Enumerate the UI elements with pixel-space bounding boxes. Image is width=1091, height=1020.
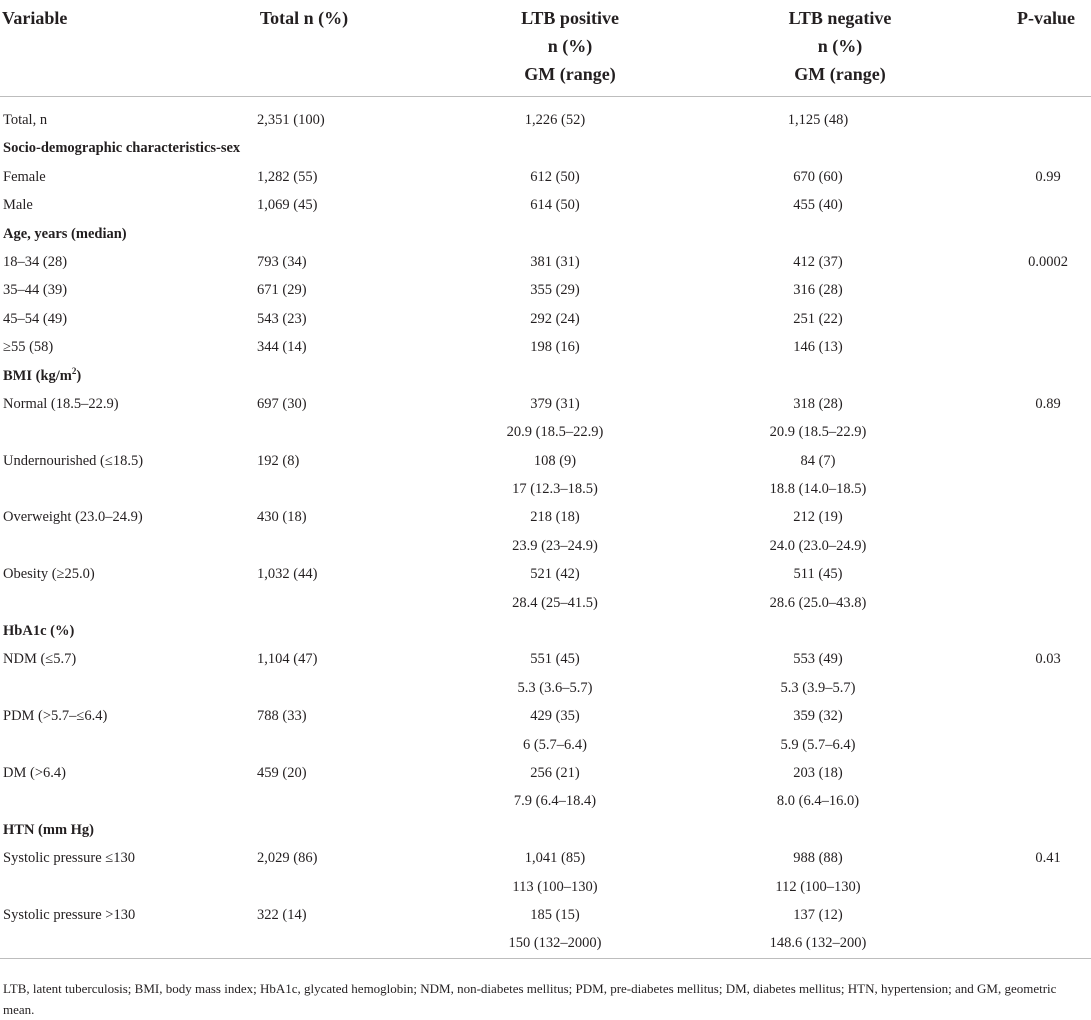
table-row <box>0 503 1091 531</box>
cell-ltb-negative: 203 (18) <box>793 764 843 781</box>
cell-ltb-negative: 359 (32) <box>793 708 843 725</box>
cell-ltb-negative: 137 (12) <box>793 906 843 923</box>
cell-ltb-positive: 185 (15) <box>530 906 580 923</box>
header-ltb-positive <box>460 4 680 88</box>
cell-ltb-negative: 318 (28) <box>793 395 843 412</box>
table-row <box>0 276 1091 304</box>
cell-variable: Overweight (23.0–24.9) <box>3 509 143 526</box>
cell-variable: NDM (≤5.7) <box>3 651 77 668</box>
cell-variable: Systolic pressure ≤130 <box>3 850 136 867</box>
table-row <box>0 333 1091 361</box>
cell-variable: Male <box>3 197 33 214</box>
header-ltb-negative <box>730 4 950 88</box>
cell-variable: Systolic pressure >130 <box>3 906 136 923</box>
cell-ltb-positive: 551 (45) <box>530 651 580 668</box>
cell-ltb-positive: 113 (100–130) <box>512 878 598 895</box>
cell-ltb-negative: 316 (28) <box>793 282 843 299</box>
cell-p-value: 0.99 <box>1035 168 1061 185</box>
table-row <box>0 390 1091 418</box>
cell-total: 1,069 (45) <box>257 197 318 214</box>
table-row <box>0 305 1091 333</box>
cell-ltb-negative: 1,125 (48) <box>787 112 849 128</box>
cell-total: 1,282 (55) <box>257 168 318 185</box>
cell-total: 1,032 (44) <box>257 566 318 583</box>
table-row <box>0 475 1091 503</box>
header-ltb-negative-line: GM (range) <box>794 64 886 84</box>
section-label-text: Socio-demographic characteristics-sex <box>3 140 241 157</box>
cell-ltb-negative: 412 (37) <box>793 253 843 270</box>
cell-p-value: 0.0002 <box>1028 253 1068 270</box>
cell-variable: 35–44 (39) <box>3 282 68 299</box>
header-ltb-positive-line: n (%) <box>547 36 593 56</box>
cell-ltb-negative: 212 (19) <box>793 509 843 526</box>
cell-p-value: 0.89 <box>1035 395 1061 412</box>
table-row <box>0 163 1091 191</box>
cell-variable: 18–34 (28) <box>3 253 68 270</box>
table-row <box>0 645 1091 673</box>
cell-ltb-negative: 670 (60) <box>793 168 843 185</box>
section-label <box>3 362 81 390</box>
table-row <box>0 844 1091 872</box>
section-label-superscript: 2 <box>71 365 77 376</box>
section-header-row <box>0 220 1091 248</box>
cell-variable: PDM (>5.7–≤6.4) <box>3 708 108 725</box>
cell-ltb-positive: 150 (132–2000) <box>508 935 602 952</box>
table-row <box>0 901 1091 929</box>
header-ltb-negative-line: LTB negative <box>788 8 892 28</box>
cell-ltb-negative: 5.3 (3.9–5.7) <box>780 679 856 696</box>
cell-ltb-negative: 84 (7) <box>800 452 836 469</box>
header-p-value: P-value <box>1017 8 1075 28</box>
table-row <box>0 702 1091 730</box>
table-row <box>0 731 1091 759</box>
cell-ltb-negative: 112 (100–130) <box>775 878 861 895</box>
section-label <box>3 617 74 645</box>
table-row <box>0 759 1091 787</box>
table-row <box>0 418 1091 446</box>
cell-total: 543 (23) <box>257 310 307 327</box>
cell-ltb-positive: 198 (16) <box>530 339 580 356</box>
section-label <box>3 816 94 844</box>
cell-ltb-positive: 292 (24) <box>530 310 580 327</box>
section-header-row <box>0 816 1091 844</box>
table-row <box>0 589 1091 617</box>
cell-ltb-negative: 251 (22) <box>793 310 843 327</box>
header-variable: Variable <box>2 8 68 28</box>
section-label-text: Age, years (median) <box>3 225 127 242</box>
cell-ltb-positive: 381 (31) <box>530 253 580 270</box>
table-row <box>0 674 1091 702</box>
cell-ltb-positive: 108 (9) <box>533 452 577 469</box>
table-row <box>0 873 1091 901</box>
cell-ltb-negative: 455 (40) <box>793 197 843 214</box>
cell-ltb-negative: 28.6 (25.0–43.8) <box>769 594 867 611</box>
cell-total: 2,029 (86) <box>257 850 318 867</box>
cell-total: 697 (30) <box>257 395 307 412</box>
cell-ltb-positive: 614 (50) <box>530 197 580 214</box>
cell-ltb-positive: 218 (18) <box>530 509 580 526</box>
cell-total: 671 (29) <box>257 282 307 299</box>
cell-ltb-positive: 355 (29) <box>530 282 580 299</box>
cell-ltb-negative: 511 (45) <box>793 566 843 583</box>
cell-variable: ≥55 (58) <box>3 339 54 356</box>
section-label-text: HbA1c (%) <box>3 623 75 640</box>
section-header-row <box>0 362 1091 390</box>
cell-ltb-positive: 6 (5.7–6.4) <box>522 736 588 753</box>
cell-ltb-positive: 379 (31) <box>530 395 580 412</box>
table-row <box>0 560 1091 588</box>
cell-ltb-negative: 24.0 (23.0–24.9) <box>769 537 867 554</box>
header-ltb-positive-line: GM (range) <box>524 64 616 84</box>
section-label-suffix: ) <box>76 367 82 384</box>
cell-p-value: 0.03 <box>1035 651 1061 668</box>
cell-variable: Normal (18.5–22.9) <box>3 395 119 412</box>
section-header-row <box>0 617 1091 645</box>
cell-total: 192 (8) <box>257 452 300 469</box>
table-row <box>0 106 1091 134</box>
cell-ltb-negative: 146 (13) <box>793 339 843 356</box>
header-total: Total n (%) <box>259 8 349 28</box>
cell-total: 2,351 (100) <box>257 112 325 128</box>
cell-ltb-negative: 5.9 (5.7–6.4) <box>780 736 856 753</box>
cell-ltb-positive: 28.4 (25–41.5) <box>512 594 598 611</box>
cell-total: 322 (14) <box>257 906 307 923</box>
table-row <box>0 929 1091 958</box>
cell-ltb-negative: 20.9 (18.5–22.9) <box>769 424 867 441</box>
cell-total: 793 (34) <box>257 253 307 270</box>
cell-ltb-negative: 553 (49) <box>793 651 843 668</box>
cell-variable: Obesity (≥25.0) <box>3 566 95 583</box>
cell-variable: DM (>6.4) <box>3 764 66 781</box>
header-ltb-positive-line: LTB positive <box>521 8 619 28</box>
cell-ltb-positive: 256 (21) <box>530 764 580 781</box>
section-label <box>3 220 127 248</box>
cell-ltb-positive: 17 (12.3–18.5) <box>512 481 598 498</box>
section-label-text: HTN (mm Hg) <box>3 821 95 838</box>
cell-total: 1,104 (47) <box>257 651 318 668</box>
cell-variable: Total, n <box>3 112 48 128</box>
cell-total: 344 (14) <box>257 339 307 356</box>
cell-total: 459 (20) <box>257 764 307 781</box>
cell-ltb-positive: 23.9 (23–24.9) <box>512 537 598 554</box>
cell-total: 788 (33) <box>257 708 307 725</box>
table-footnote: LTB, latent tuberculosis; BMI, body mass index; HbA1c, glycated hemoglobin; NDM, non-diabetes mellitus; PDM, pre-diabetes mellitus; DM, diabetes mellitus; HTN, hypertension; and GM, geometric mean. <box>3 981 1057 1017</box>
cell-variable: Female <box>3 168 46 185</box>
cell-ltb-negative: 8.0 (6.4–16.0) <box>776 793 860 810</box>
cell-ltb-negative: 18.8 (14.0–18.5) <box>769 481 867 498</box>
section-label <box>3 134 240 162</box>
cell-ltb-positive: 7.9 (6.4–18.4) <box>513 793 597 810</box>
table-row <box>0 787 1091 815</box>
section-header-row <box>0 134 1091 162</box>
table-body <box>0 106 1091 959</box>
table-row <box>0 447 1091 475</box>
cell-ltb-negative: 988 (88) <box>793 850 843 867</box>
cell-variable: 45–54 (49) <box>3 310 68 327</box>
table-row <box>0 191 1091 219</box>
cell-ltb-positive: 521 (42) <box>530 566 580 583</box>
table-row <box>0 248 1091 276</box>
cell-ltb-positive: 1,041 (85) <box>524 850 586 867</box>
cell-ltb-negative: 148.6 (132–200) <box>769 935 867 952</box>
cell-ltb-positive: 1,226 (52) <box>524 112 586 128</box>
cell-ltb-positive: 5.3 (3.6–5.7) <box>517 679 593 696</box>
cell-ltb-positive: 20.9 (18.5–22.9) <box>506 424 604 441</box>
section-label-text: BMI (kg/m <box>3 367 72 384</box>
cell-ltb-positive: 429 (35) <box>530 708 580 725</box>
cell-ltb-positive: 612 (50) <box>530 168 580 185</box>
cell-total: 430 (18) <box>257 509 307 526</box>
cell-p-value: 0.41 <box>1035 850 1061 867</box>
table-header <box>0 0 1091 97</box>
cell-variable: Undernourished (≤18.5) <box>3 452 144 469</box>
header-ltb-negative-line: n (%) <box>817 36 863 56</box>
table-row <box>0 532 1091 560</box>
